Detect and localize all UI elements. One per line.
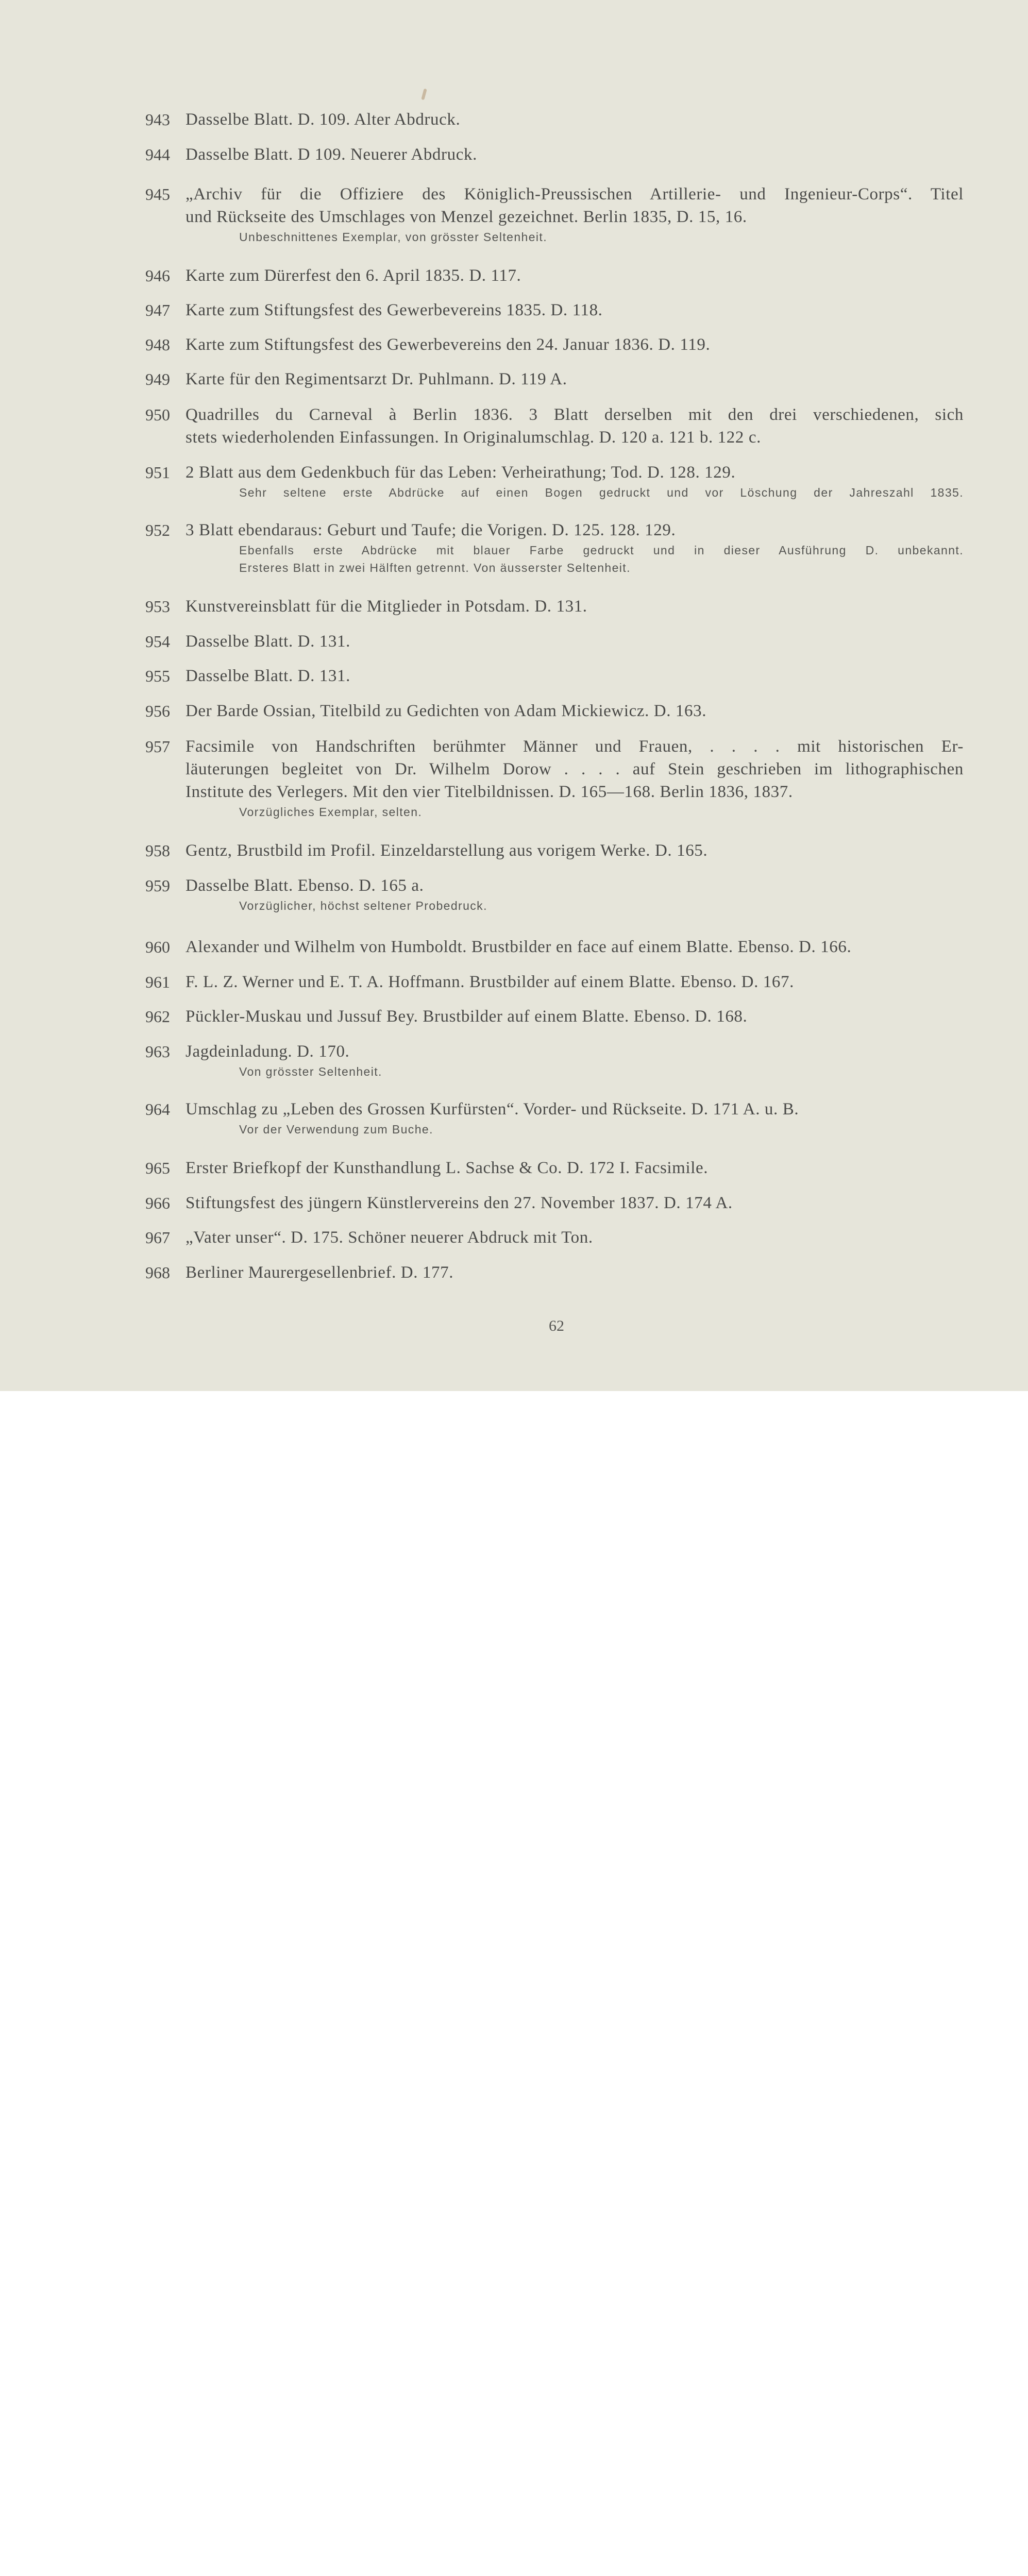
- entry-note: Von grösster Seltenheit.: [239, 1065, 382, 1078]
- entry-text: stets wiederholenden Einfassungen. In Originalumschlag. D. 120 a. 121 b. 122 c.: [186, 428, 761, 447]
- entry-text: Jagdeinladung. D. 170.: [186, 1042, 350, 1061]
- entry-number: 944: [145, 145, 170, 164]
- entry-number: 955: [145, 667, 170, 685]
- viewer-footer: [0, 1391, 1028, 1466]
- entry-number: 946: [145, 266, 170, 285]
- entry-text: Alexander und Wilhelm von Humboldt. Brustbilder en face auf einem Blatte. Ebenso. D. 166.: [186, 938, 852, 956]
- entry-number: 948: [145, 335, 170, 354]
- entry-text: Berliner Maurergesellenbrief. D. 177.: [186, 1263, 454, 1282]
- entry-number: 964: [145, 1100, 170, 1118]
- entry-number: 949: [145, 370, 170, 388]
- page-number: 62: [549, 1317, 564, 1334]
- entry-text: Dasselbe Blatt. D. 131.: [186, 667, 350, 685]
- entry-text: „Archiv für die Offiziere des Königlich-Preussischen Artillerie- und Ingenieur-Corps“. Titel: [186, 185, 964, 204]
- entry-number: 956: [145, 702, 170, 720]
- entry-text: Erster Briefkopf der Kunsthandlung L. Sachse & Co. D. 172 I. Facsimile.: [186, 1159, 709, 1177]
- entry-number: 968: [145, 1263, 170, 1282]
- entry-text: Kunstvereinsblatt für die Mitglieder in Potsdam. D. 131.: [186, 597, 587, 616]
- entry-text: Karte zum Dürerfest den 6. April 1835. D. 117.: [186, 266, 521, 285]
- entry-number: 962: [145, 1007, 170, 1026]
- entry-number: 943: [145, 110, 170, 129]
- entry-text: Karte für den Regimentsarzt Dr. Puhlmann. D. 119 A.: [186, 370, 567, 388]
- entry-number: 947: [145, 301, 170, 319]
- entry-text: Pückler-Muskau und Jussuf Bey. Brustbilder auf einem Blatte. Ebenso. D. 168.: [186, 1007, 748, 1026]
- entry-text: Gentz, Brustbild im Profil. Einzeldarstellung aus vorigem Werke. D. 165.: [186, 841, 708, 860]
- entry-number: 960: [145, 938, 170, 956]
- entry-number: 953: [145, 597, 170, 616]
- entry-note: Vorzügliches Exemplar, selten.: [239, 805, 423, 819]
- entry-number: 963: [145, 1042, 170, 1061]
- entry-number: 957: [145, 737, 170, 756]
- entry-text: Dasselbe Blatt. Ebenso. D. 165 a.: [186, 876, 424, 895]
- entry-number: 966: [145, 1194, 170, 1212]
- entry-note: Sehr seltene erste Abdrücke auf einen Bogen gedruckt und vor Löschung der Jahreszahl 1835.: [239, 486, 964, 499]
- entry-text: und Rückseite des Umschlages von Menzel gezeichnet. Berlin 1835, D. 15, 16.: [186, 208, 747, 226]
- entry-number: 961: [145, 973, 170, 991]
- entry-note: Ersteres Blatt in zwei Hälften getrennt. Von äusserster Seltenheit.: [239, 561, 631, 574]
- entry-note: Ebenfalls erste Abdrücke mit blauer Farbe gedruckt und in dieser Ausführung D. unbekannt.: [239, 544, 964, 557]
- entry-text: läuterungen begleitet von Dr. Wilhelm Dorow . . . . auf Stein geschrieben im lithographischen: [186, 760, 964, 778]
- entry-text: Der Barde Ossian, Titelbild zu Gedichten von Adam Mickiewicz. D. 163.: [186, 702, 707, 720]
- entry-text: Dasselbe Blatt. D 109. Neuerer Abdruck.: [186, 145, 477, 164]
- entry-number: 950: [145, 405, 170, 424]
- entry-text: Quadrilles du Carneval à Berlin 1836. 3 Blatt derselben mit den drei verschiedenen, sich: [186, 405, 964, 424]
- entry-note: Vor der Verwendung zum Buche.: [239, 1123, 433, 1136]
- ink-mark: [421, 89, 427, 100]
- entry-note: Unbeschnittenes Exemplar, von grösster Seltenheit.: [239, 230, 548, 244]
- entry-number: 951: [145, 463, 170, 482]
- entry-text: Karte zum Stiftungsfest des Gewerbevereins 1835. D. 118.: [186, 301, 603, 319]
- entry-number: 959: [145, 876, 170, 895]
- entry-note: Vorzüglicher, höchst seltener Probedruck.: [239, 899, 487, 912]
- entry-text: Karte zum Stiftungsfest des Gewerbevereins den 24. Januar 1836. D. 119.: [186, 335, 711, 354]
- entry-text: F. L. Z. Werner und E. T. A. Hoffmann. Brustbilder auf einem Blatte. Ebenso. D. 167.: [186, 973, 794, 991]
- entry-text: „Vater unser“. D. 175. Schöner neuerer Abdruck mit Ton.: [186, 1228, 593, 1247]
- entry-number: 967: [145, 1228, 170, 1247]
- entry-number: 965: [145, 1159, 170, 1177]
- entry-text: Dasselbe Blatt. D. 109. Alter Abdruck.: [186, 110, 461, 129]
- entry-text: 3 Blatt ebendaraus: Geburt und Taufe; die Vorigen. D. 125. 128. 129.: [186, 521, 676, 539]
- entry-text: 2 Blatt aus dem Gedenkbuch für das Leben: Verheirathung; Tod. D. 128. 129.: [186, 463, 736, 482]
- entry-number: 952: [145, 521, 170, 539]
- entry-number: 958: [145, 841, 170, 860]
- entry-number: 954: [145, 632, 170, 651]
- entry-text: Dasselbe Blatt. D. 131.: [186, 632, 350, 651]
- entry-text: Institute des Verlegers. Mit den vier Titelbildnissen. D. 165—168. Berlin 1836, 1837.: [186, 783, 793, 801]
- entry-text: Stiftungsfest des jüngern Künstlervereins den 27. November 1837. D. 174 A.: [186, 1194, 733, 1212]
- entry-text: Facsimile von Handschriften berühmter Männer und Frauen, . . . . mit historischen Er-: [186, 737, 964, 756]
- entry-number: 945: [145, 185, 170, 204]
- entry-text: Umschlag zu „Leben des Grossen Kurfürsten“. Vorder- und Rückseite. D. 171 A. u. B.: [186, 1100, 799, 1118]
